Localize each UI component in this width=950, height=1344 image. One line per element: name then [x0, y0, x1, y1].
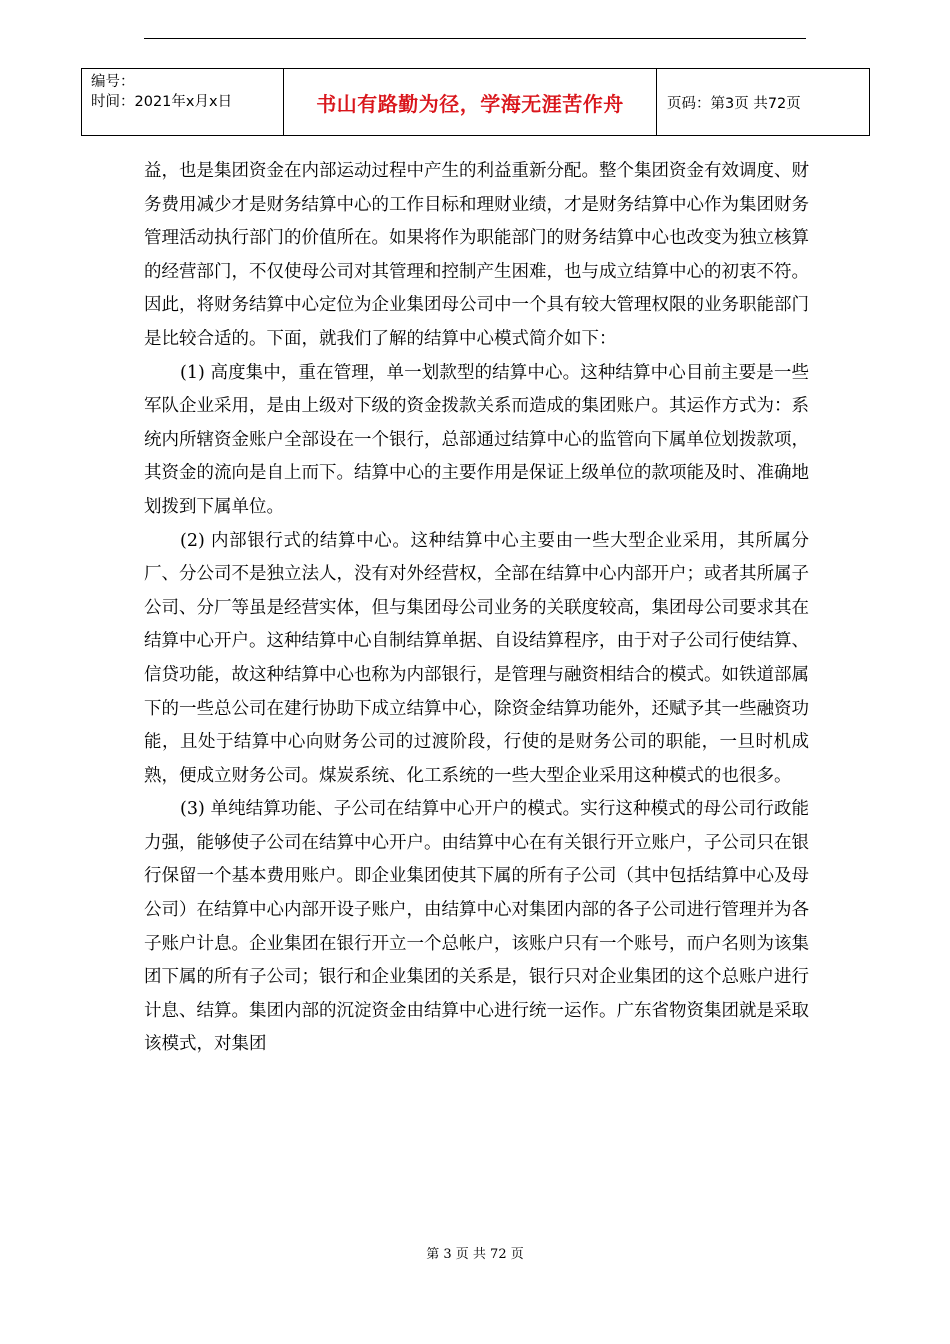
header-page-info: 页码：第3页 共72页 — [667, 95, 801, 112]
header-motto: 书山有路勤为径，学海无涯苦作舟 — [284, 69, 657, 135]
body-paragraph-1: 益，也是集团资金在内部运动过程中产生的利益重新分配。整个集团资金有效调度、财务费用减少才是财务结算中心的工作目标和理财业绩，才是财务结算中心作为集团财务管理活动执行部门的价值所在。如果将作为职能部门的财务结算中心也改变为独立核算的经营部门，不仅使母公司对其管理和控制产生困难，也与成立结算中心的初衷不符。因此，将财务结算中心定位为企业集团母公司中一个具有较大管理权限的业务职能部门是比较合适的。下面，就我们了解的结算中心模式简介如下： — [144, 161, 809, 349]
top-rule — [144, 38, 806, 39]
body-paragraph-2: (1) 高度集中，重在管理，单一划款型的结算中心。这种结算中心目前主要是一些军队企业采用，是由上级对下级的资金拨款关系而造成的集团账户。其运作方式为：系统内所辖资金账户全部设在一个银行，总部通过结算中心的监管向下属单位划拨款项，其资金的流向是自上而下。结算中心的主要作用是保证上级单位的款项能及时、准确地划拨到下属单位。 — [144, 362, 809, 517]
document-number-label: 编号： — [91, 74, 135, 90]
document-body — [144, 155, 809, 1062]
page-footer: 第 3 页 共 72 页 — [426, 1247, 524, 1262]
body-paragraph-4: (3) 单纯结算功能、子公司在结算中心开户的模式。实行这种模式的母公司行政能力强，能够使子公司在结算中心开户。由结算中心在有关银行开立账户，子公司只在银行保留一个基本费用账户。即企业集团使其下属的所有子公司（其中包括结算中心及母公司）在结算中心内部开设子账户，由结算中心对集团内部的各子公司进行管理并为各子账户计息。企业集团在银行开立一个总帐户，该账户只有一个账号，而户名则为该集团下属的所有子公司；银行和企业集团的关系是，银行只对企业集团的这个总账户进行计息、结算。集团内部的沉淀资金由结算中心进行统一运作。广东省物资集团就是采取该模式，对集团 — [144, 799, 809, 1055]
document-date-label: 时间：2021年x月x日 — [91, 94, 233, 110]
body-paragraph-3: (2) 内部银行式的结算中心。这种结算中心主要由一些大型企业采用，其所属分厂、分公司不是独立法人，没有对外经营权，全部在结算中心内部开户；或者其所属子公司、分厂等虽是经营实体，但与集团母公司业务的关联度较高，集团母公司要求其在结算中心开户。这种结算中心自制结算单据、自设结算程序，由于对子公司行使结算、信贷功能，故这种结算中心也称为内部银行，是管理与融资相结合的模式。如铁道部属下的一些总公司在建行协助下成立结算中心，除资金结算功能外，还赋予其一些融资功能，且处于结算中心向财务公司的过渡阶段，行使的是财务公司的职能，一旦时机成熟，便成立财务公司。煤炭系统、化工系统的一些大型企业采用这种模式的也很多。 — [144, 530, 809, 786]
document-header-table — [81, 68, 870, 136]
header-meta-cell — [82, 69, 284, 135]
